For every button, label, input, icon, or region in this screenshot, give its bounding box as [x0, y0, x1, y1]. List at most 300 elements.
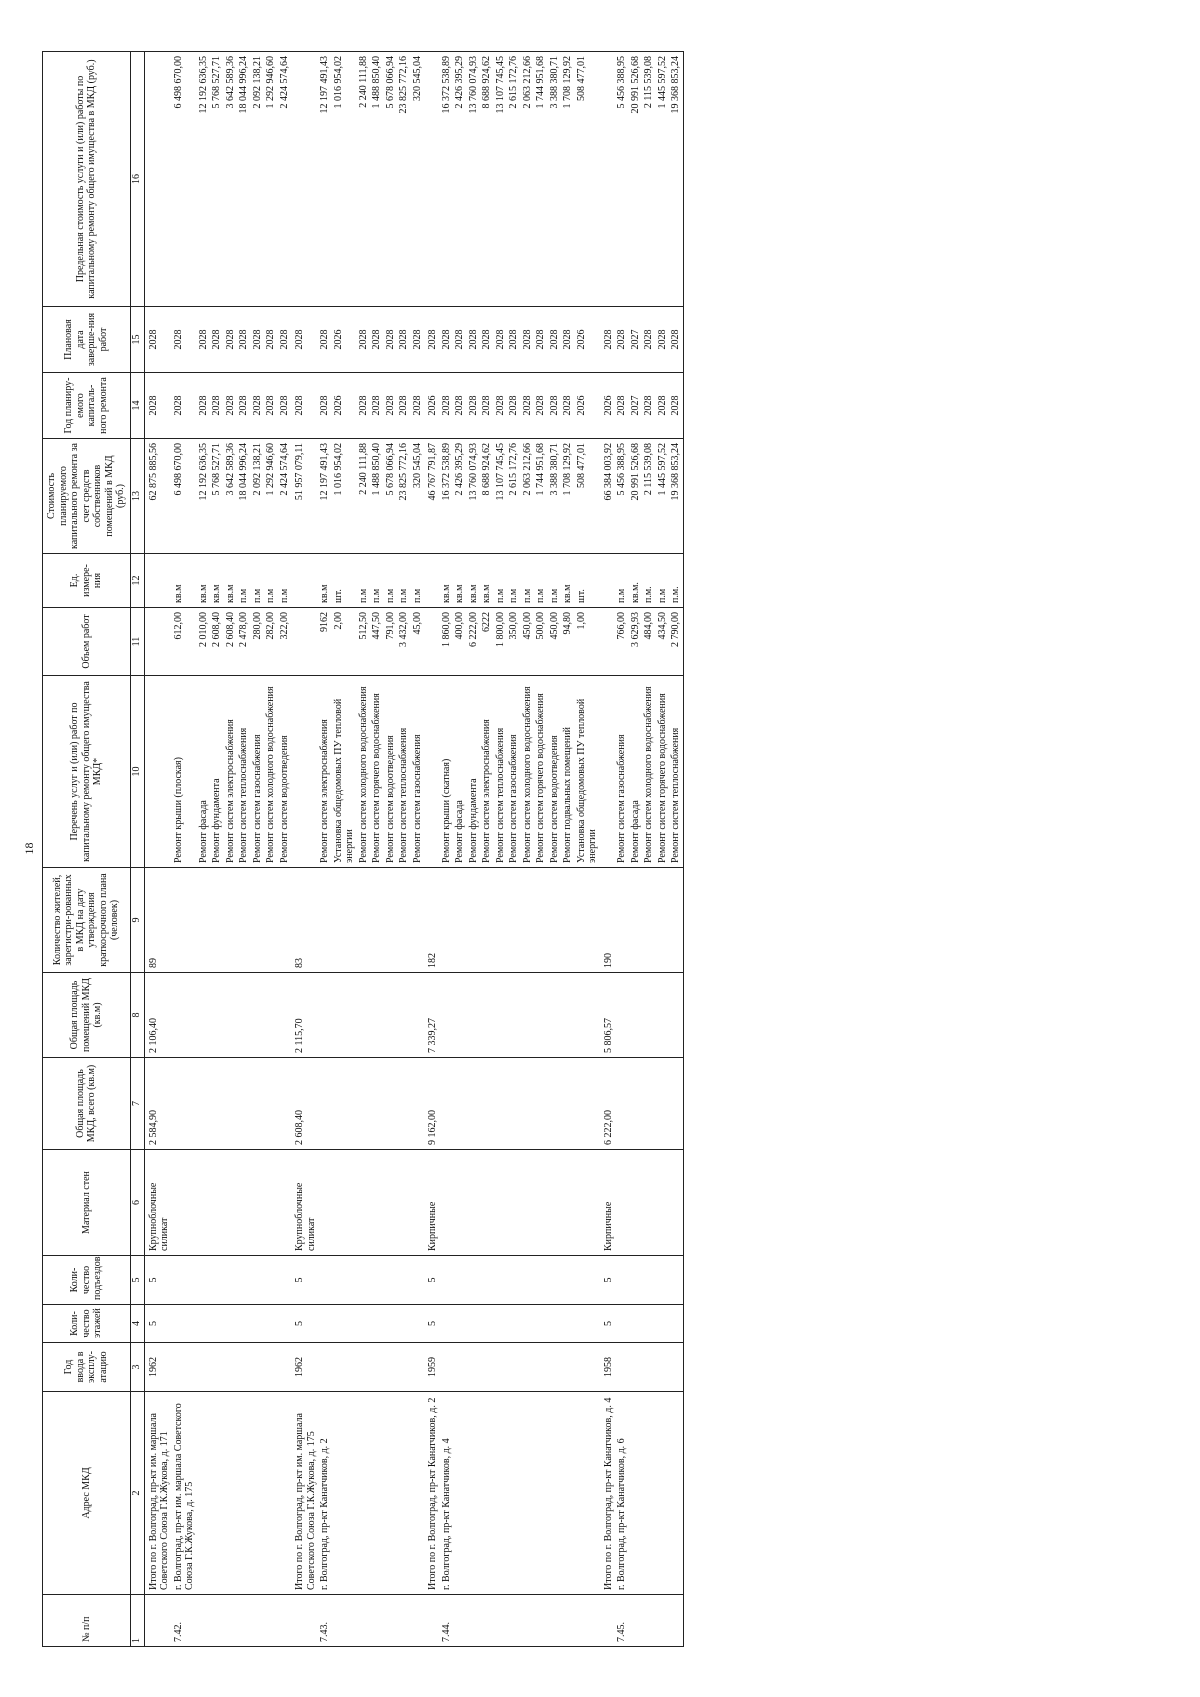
table-cell: 1 708 129,92 — [561, 52, 575, 307]
table-cell: 2028 — [384, 373, 398, 439]
table-cell — [357, 1150, 371, 1256]
table-cell: Ремонт систем теплоснабжения — [494, 676, 508, 868]
table-cell: Ремонт систем газоснабжения — [251, 676, 265, 868]
table-cell: 2028 — [467, 307, 481, 373]
table-cell: Ремонт систем горячего водоснабжения — [370, 676, 384, 868]
table-cell — [384, 1343, 398, 1392]
table-cell — [561, 1058, 575, 1150]
table-cell: 2028 — [548, 307, 562, 373]
table-cell — [575, 1595, 600, 1647]
table-cell: 3 629,93 — [629, 608, 643, 676]
table-cell: 2028 — [370, 307, 384, 373]
table-cell: 2028 — [144, 307, 172, 373]
table-cell — [615, 1343, 629, 1392]
table-cell — [629, 1343, 643, 1392]
table-row — [575, 52, 600, 1647]
table-cell — [642, 868, 656, 973]
table-cell: 13 760 074,93 — [467, 439, 481, 554]
table-cell — [507, 1256, 521, 1305]
table-cell — [411, 973, 425, 1058]
table-cell — [656, 1305, 670, 1343]
table-cell — [144, 554, 172, 608]
table-cell — [357, 1343, 371, 1392]
table-cell — [494, 1392, 508, 1595]
table-cell — [384, 1058, 398, 1150]
table-cell: 1 488 850,40 — [370, 52, 384, 307]
table-cell — [224, 1305, 238, 1343]
table-cell: 2028 — [656, 307, 670, 373]
table-cell: 7 339,27 — [424, 973, 440, 1058]
table-cell: п.м. — [642, 554, 656, 608]
table-cell: г. Волгоград, пр-кт Канатчиков, д. 4 — [440, 1392, 454, 1595]
table-cell — [548, 1343, 562, 1392]
table-cell — [397, 868, 411, 973]
table-cell: Ремонт систем газоснабжения — [411, 676, 425, 868]
table-cell — [467, 1595, 481, 1647]
table-cell: Ремонт фасада — [453, 676, 467, 868]
table-cell — [521, 1058, 535, 1150]
table-cell: 2028 — [521, 373, 535, 439]
table-cell — [534, 1392, 548, 1595]
table-cell: кв.м — [467, 554, 481, 608]
column-header: Перечень услуг и (или) работ по капитальному ремонту общего имущества МКД* — [43, 676, 131, 868]
table-cell: 2028 — [172, 307, 197, 373]
table-cell — [384, 868, 398, 973]
table-cell: 3 432,00 — [397, 608, 411, 676]
column-number: 15 — [130, 307, 144, 373]
table-cell — [278, 1392, 292, 1595]
table-cell — [197, 1256, 211, 1305]
column-number: 13 — [130, 439, 144, 554]
table-cell: 20 991 526,68 — [629, 52, 643, 307]
table-cell: Ремонт систем холодного водоснабжения — [264, 676, 278, 868]
table-cell: 5 456 388,95 — [615, 52, 629, 307]
table-row — [521, 52, 535, 1647]
column-number: 1 — [130, 1595, 144, 1647]
table-cell: 2 092 138,21 — [251, 52, 265, 307]
table-cell: 2028 — [440, 307, 454, 373]
table-cell — [411, 1058, 425, 1150]
table-cell — [656, 1150, 670, 1256]
table-cell — [332, 1150, 357, 1256]
table-cell — [600, 676, 616, 868]
table-cell — [278, 1150, 292, 1256]
table-cell: 2 584,90 — [144, 1058, 172, 1150]
table-cell — [453, 1305, 467, 1343]
table-cell: 13 760 074,93 — [467, 52, 481, 307]
table-cell — [357, 1305, 371, 1343]
table-cell: п.м — [251, 554, 265, 608]
table-cell — [251, 1058, 265, 1150]
table-cell: 182 — [424, 868, 440, 973]
table-cell: п.м — [507, 554, 521, 608]
table-cell: Ремонт фасада — [629, 676, 643, 868]
table-cell — [642, 973, 656, 1058]
table-cell: п.м — [357, 554, 371, 608]
table-cell: 2028 — [224, 373, 238, 439]
table-cell — [629, 1150, 643, 1256]
table-cell — [210, 1343, 224, 1392]
table-cell — [424, 676, 440, 868]
table-cell: 1 744 951,68 — [534, 439, 548, 554]
table-cell — [669, 973, 683, 1058]
table-cell: 2028 — [615, 307, 629, 373]
table-row — [467, 52, 481, 1647]
table-cell: 7.43. — [318, 1595, 332, 1647]
table-cell: 2028 — [494, 307, 508, 373]
table-cell — [197, 1305, 211, 1343]
table-cell: п.м — [548, 554, 562, 608]
table-cell: 2028 — [600, 307, 616, 373]
table-cell: 2028 — [384, 307, 398, 373]
table-cell — [575, 1392, 600, 1595]
table-cell — [480, 1305, 494, 1343]
table-cell — [224, 1392, 238, 1595]
table-cell: 2 092 138,21 — [251, 439, 265, 554]
table-cell — [318, 1058, 332, 1150]
table-cell — [264, 1595, 278, 1647]
table-row — [561, 52, 575, 1647]
table-cell — [411, 1150, 425, 1256]
table-cell — [370, 1150, 384, 1256]
table-cell — [278, 973, 292, 1058]
table-cell: 2027 — [629, 307, 643, 373]
table-cell: п.м — [494, 554, 508, 608]
table-cell — [397, 1343, 411, 1392]
column-number: 14 — [130, 373, 144, 439]
table-cell — [600, 1595, 616, 1647]
table-cell: Ремонт систем электроснабжения — [224, 676, 238, 868]
table-cell — [575, 1256, 600, 1305]
table-cell: 2028 — [424, 307, 440, 373]
table-cell: 3 642 589,36 — [224, 439, 238, 554]
table-cell — [507, 1343, 521, 1392]
table-cell: 7.45. — [615, 1595, 629, 1647]
table-cell — [453, 868, 467, 973]
table-cell — [264, 1256, 278, 1305]
table-cell: 2026 — [424, 373, 440, 439]
table-cell — [467, 1305, 481, 1343]
table-cell: 2028 — [144, 373, 172, 439]
table-cell: 89 — [144, 868, 172, 973]
table-cell — [480, 1256, 494, 1305]
table-cell: 23 825 772,16 — [397, 439, 411, 554]
table-cell — [357, 973, 371, 1058]
table-cell: 766,00 — [615, 608, 629, 676]
table-cell — [251, 973, 265, 1058]
table-cell — [172, 1058, 197, 1150]
table-cell: 2028 — [210, 373, 224, 439]
table-cell: 9 162,00 — [424, 1058, 440, 1150]
table-cell: 1 292 946,60 — [264, 52, 278, 307]
table-cell: 322,00 — [278, 608, 292, 676]
table-cell: 13 107 745,45 — [494, 439, 508, 554]
table-cell: 12 192 636,35 — [197, 439, 211, 554]
table-cell — [467, 973, 481, 1058]
table-cell — [197, 973, 211, 1058]
table-cell: 5 456 388,95 — [615, 439, 629, 554]
table-cell — [278, 1256, 292, 1305]
table-cell — [615, 868, 629, 973]
table-cell — [278, 1343, 292, 1392]
table-cell — [411, 1595, 425, 1647]
table-cell — [467, 1150, 481, 1256]
table-cell — [656, 1392, 670, 1595]
table-cell: 320 545,04 — [411, 439, 425, 554]
table-cell — [534, 973, 548, 1058]
table-cell: кв.м — [224, 554, 238, 608]
table-cell — [357, 1256, 371, 1305]
table-row — [332, 52, 357, 1647]
table-cell — [642, 1305, 656, 1343]
table-cell: 2026 — [332, 307, 357, 373]
table-cell — [467, 1343, 481, 1392]
table-cell — [424, 1595, 440, 1647]
table-cell — [144, 1595, 172, 1647]
table-cell: 1 016 954,02 — [332, 439, 357, 554]
table-cell — [575, 1058, 600, 1150]
table-cell: 2028 — [467, 373, 481, 439]
table-cell — [332, 1595, 357, 1647]
table-cell — [397, 1058, 411, 1150]
table-cell — [210, 1595, 224, 1647]
table-cell — [467, 868, 481, 973]
table-cell — [172, 973, 197, 1058]
table-cell: 8 688 924,62 — [480, 52, 494, 307]
table-cell — [424, 52, 440, 307]
table-row — [370, 52, 384, 1647]
table-cell — [453, 1392, 467, 1595]
table-cell — [440, 973, 454, 1058]
table-cell: 1962 — [291, 1343, 318, 1392]
table-cell — [629, 1595, 643, 1647]
table-cell: 2028 — [318, 307, 332, 373]
total-row — [600, 52, 616, 1647]
table-cell — [370, 1343, 384, 1392]
table-cell — [494, 1305, 508, 1343]
table-cell: кв.м — [561, 554, 575, 608]
table-cell — [411, 1305, 425, 1343]
table-cell: 46 767 791,87 — [424, 439, 440, 554]
table-cell — [548, 1150, 562, 1256]
table-cell — [656, 1058, 670, 1150]
table-cell — [669, 868, 683, 973]
total-row — [424, 52, 440, 1647]
table-cell — [615, 1305, 629, 1343]
table-cell — [197, 1343, 211, 1392]
table-cell: 5 768 527,71 — [210, 52, 224, 307]
table-cell — [600, 52, 616, 307]
table-cell: п.м — [411, 554, 425, 608]
table-cell — [561, 1305, 575, 1343]
table-cell: шт. — [332, 554, 357, 608]
table-cell: 5 678 066,94 — [384, 439, 398, 554]
table-cell: кв.м. — [629, 554, 643, 608]
table-cell — [397, 1392, 411, 1595]
table-cell: 2 063 212,66 — [521, 52, 535, 307]
table-row — [411, 52, 425, 1647]
table-cell — [440, 1305, 454, 1343]
table-cell: 2 010,00 — [197, 608, 211, 676]
table-cell — [332, 1058, 357, 1150]
table-cell — [561, 1343, 575, 1392]
table-cell — [318, 868, 332, 973]
table-cell — [332, 1343, 357, 1392]
table-cell: Ремонт фундамента — [210, 676, 224, 868]
table-cell: 280,00 — [251, 608, 265, 676]
table-cell — [467, 1058, 481, 1150]
table-cell — [548, 1058, 562, 1150]
table-cell: 2028 — [561, 373, 575, 439]
table-cell — [600, 608, 616, 676]
table-cell: 2026 — [332, 373, 357, 439]
table-cell — [172, 1150, 197, 1256]
table-cell — [480, 1392, 494, 1595]
table-cell — [278, 1595, 292, 1647]
table-cell — [411, 868, 425, 973]
table-cell: 612,00 — [172, 608, 197, 676]
table-cell: 2028 — [548, 373, 562, 439]
table-cell — [521, 1595, 535, 1647]
table-cell: 5 678 066,94 — [384, 52, 398, 307]
table-cell: 18 044 996,24 — [237, 439, 251, 554]
table-cell — [237, 1343, 251, 1392]
table-cell — [548, 1256, 562, 1305]
table-cell: 1 292 946,60 — [264, 439, 278, 554]
table-cell — [332, 868, 357, 973]
table-cell: 2028 — [440, 373, 454, 439]
table-cell: 2 063 212,66 — [521, 439, 535, 554]
table-cell: 2028 — [534, 373, 548, 439]
table-cell — [291, 554, 318, 608]
table-cell: 2028 — [561, 307, 575, 373]
table-cell: 7.44. — [440, 1595, 454, 1647]
table-cell — [370, 1256, 384, 1305]
table-cell — [318, 1305, 332, 1343]
table-cell — [411, 1392, 425, 1595]
column-header: Материал стен — [43, 1150, 131, 1256]
table-cell — [561, 1392, 575, 1595]
table-cell — [534, 1256, 548, 1305]
table-cell: 2028 — [357, 307, 371, 373]
table-cell — [264, 1058, 278, 1150]
table-cell — [521, 868, 535, 973]
table-row — [172, 52, 197, 1647]
table-cell: 3 388 380,71 — [548, 439, 562, 554]
column-number: 3 — [130, 1343, 144, 1392]
table-cell: 2028 — [264, 373, 278, 439]
table-cell — [264, 1392, 278, 1595]
table-cell: Итого по г. Волгоград, пр-кт Канатчиков, д. 2 — [424, 1392, 440, 1595]
table-cell — [453, 1343, 467, 1392]
table-cell — [494, 868, 508, 973]
table-cell: 447,50 — [370, 608, 384, 676]
column-number: 16 — [130, 52, 144, 307]
table-cell: 2028 — [197, 307, 211, 373]
table-cell — [629, 1392, 643, 1595]
table-row — [656, 52, 670, 1647]
table-cell: Ремонт подвальных помещений — [561, 676, 575, 868]
column-number: 9 — [130, 868, 144, 973]
table-cell: 1,00 — [575, 608, 600, 676]
table-cell: п.м — [397, 554, 411, 608]
table-cell: 484,00 — [642, 608, 656, 676]
table-cell: 2028 — [642, 373, 656, 439]
table-cell — [629, 973, 643, 1058]
table-cell: Ремонт систем холодного водоснабжения — [521, 676, 535, 868]
table-cell — [642, 1392, 656, 1595]
table-cell: Крупноблочные силикат — [144, 1150, 172, 1256]
table-cell — [534, 1595, 548, 1647]
table-row — [397, 52, 411, 1647]
table-cell — [237, 1392, 251, 1595]
table-cell — [656, 973, 670, 1058]
column-number: 4 — [130, 1305, 144, 1343]
table-cell: 2028 — [357, 373, 371, 439]
table-cell — [656, 868, 670, 973]
table-cell — [424, 608, 440, 676]
table-cell: 5 — [144, 1256, 172, 1305]
table-cell — [224, 1595, 238, 1647]
table-cell — [210, 973, 224, 1058]
table-cell: 16 372 538,89 — [440, 439, 454, 554]
table-cell: 1959 — [424, 1343, 440, 1392]
table-cell — [210, 868, 224, 973]
table-row — [629, 52, 643, 1647]
table-cell — [397, 1256, 411, 1305]
table-cell — [370, 1305, 384, 1343]
table-cell — [237, 973, 251, 1058]
table-cell — [384, 973, 398, 1058]
table-cell — [575, 1305, 600, 1343]
table-cell — [210, 1150, 224, 1256]
table-cell: 51 957 079,11 — [291, 439, 318, 554]
table-cell: 2028 — [197, 373, 211, 439]
table-row — [318, 52, 332, 1647]
table-cell — [291, 608, 318, 676]
table-cell — [384, 1256, 398, 1305]
table-cell — [210, 1256, 224, 1305]
table-cell: п.м — [264, 554, 278, 608]
table-cell — [575, 1150, 600, 1256]
table-cell — [251, 1595, 265, 1647]
table-cell — [480, 973, 494, 1058]
table-cell — [548, 1305, 562, 1343]
table-cell — [642, 1595, 656, 1647]
table-cell — [575, 868, 600, 973]
table-cell: Ремонт крыши (скатная) — [440, 676, 454, 868]
table-cell — [197, 1150, 211, 1256]
table-cell: 2 240 111,88 — [357, 439, 371, 554]
table-cell: 5 — [600, 1256, 616, 1305]
table-cell — [480, 868, 494, 973]
table-cell: Ремонт систем горячего водоснабжения — [656, 676, 670, 868]
table-cell: 2 615 172,76 — [507, 52, 521, 307]
table-cell — [278, 1305, 292, 1343]
table-row — [197, 52, 211, 1647]
table-cell: п.м — [615, 554, 629, 608]
table-row — [494, 52, 508, 1647]
table-cell: 1 445 597,52 — [656, 439, 670, 554]
table-cell: 450,00 — [548, 608, 562, 676]
table-cell — [172, 868, 197, 973]
table-cell: п.м — [534, 554, 548, 608]
table-cell — [440, 1343, 454, 1392]
table-cell — [669, 1150, 683, 1256]
column-number: 10 — [130, 676, 144, 868]
table-cell: 6222 — [480, 608, 494, 676]
table-cell — [411, 1256, 425, 1305]
